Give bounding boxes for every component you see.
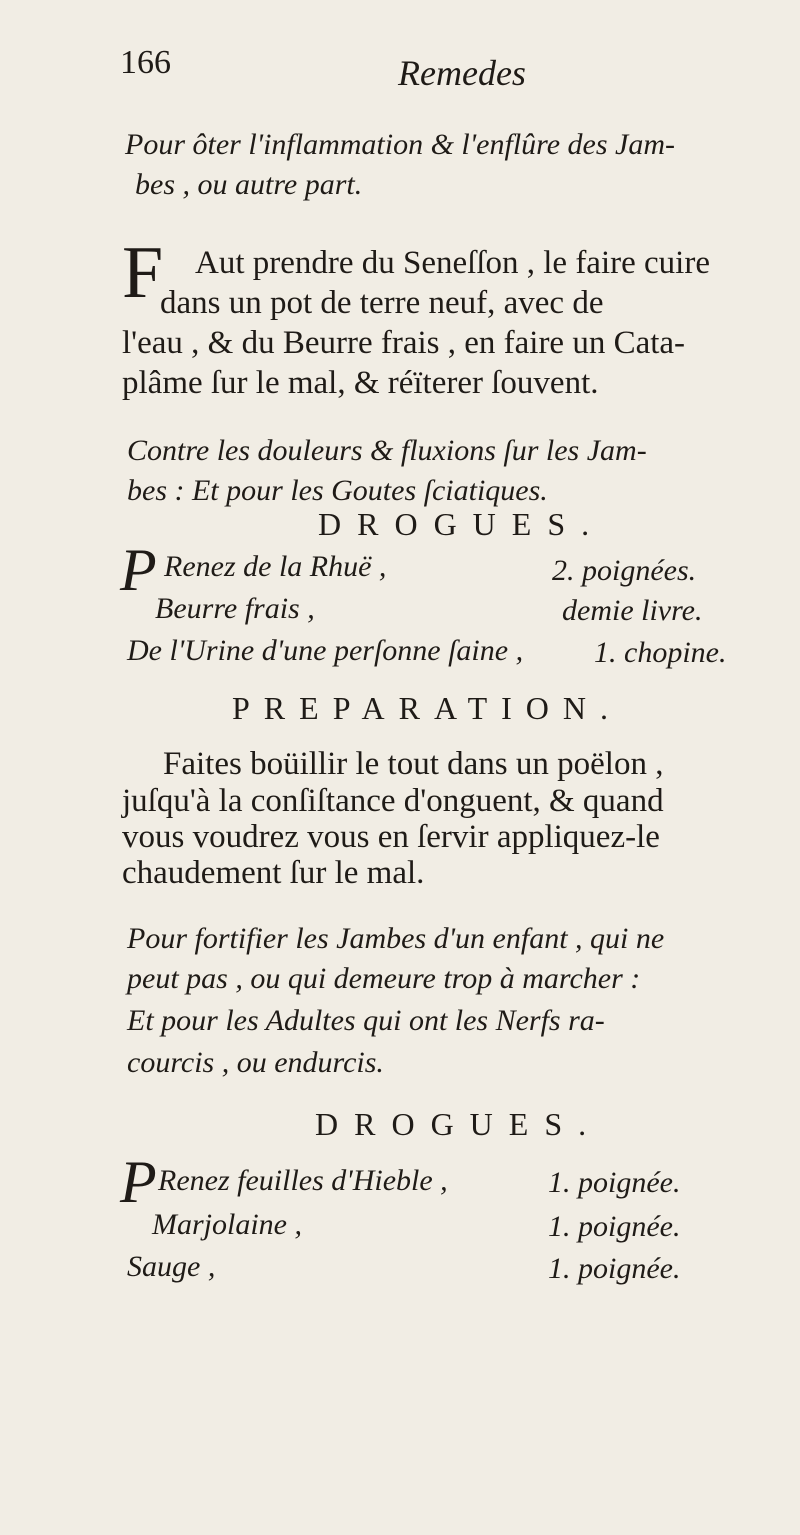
preparation-line1: Faites boüillir le tout dans un poëlon , <box>163 746 664 782</box>
section2-title-line2: bes : Et pour les Goutes ſciatiques. <box>127 474 548 507</box>
section3-title-line2: peut pas , ou qui demeure trop à marcher : <box>127 962 641 995</box>
section3-ingredient2-name: Marjolaine , <box>152 1208 302 1241</box>
section3-drogues-heading: DROGUES. <box>315 1106 603 1142</box>
section3-title-line1: Pour fortifier les Jambes d'un enfant , qui ne <box>127 922 665 955</box>
section2-ingredient1-qty: 2. poignées. <box>552 554 697 587</box>
section3-ingredient1-name: Renez feuilles d'Hieble , <box>158 1164 448 1197</box>
section1-body-line4: plâme ſur le mal, & réïterer ſouvent. <box>122 365 599 401</box>
section1-body-line1: Aut prendre du Seneſſon , le faire cuire <box>195 245 710 281</box>
section2-ingredient1-name: Renez de la Rhuë , <box>164 550 387 583</box>
preparation-line3: vous voudrez vous en ſervir appliquez-le <box>122 819 660 855</box>
section2-dropcap: P <box>120 537 157 603</box>
section3-title-line3: Et pour les Adultes qui ont les Nerfs ra- <box>127 1004 605 1037</box>
preparation-line2: juſqu'à la conſiſtance d'onguent, & quand <box>122 783 664 819</box>
section2-ingredient2-qty: demie livre. <box>562 594 703 627</box>
preparation-line4: chaudement ſur le mal. <box>122 855 425 891</box>
section1-title-line2: bes , ou autre part. <box>135 168 363 201</box>
section1-body-line2: dans un pot de terre neuf, avec de <box>160 285 604 321</box>
section1-title-line1: Pour ôter l'inflammation & l'enflûre des Jam- <box>125 128 675 161</box>
section2-ingredient3-qty: 1. chopine. <box>594 636 727 669</box>
section2-ingredient2-name: Beurre frais , <box>155 592 315 625</box>
section3-ingredient2-qty: 1. poignée. <box>548 1210 681 1243</box>
section2-ingredient3-name: De l'Urine d'une perſonne ſaine , <box>127 634 524 667</box>
section3-title-line4: courcis , ou endurcis. <box>127 1046 384 1079</box>
section2-title-line1: Contre les douleurs & fluxions ſur les Jam- <box>127 434 647 467</box>
section2-drogues-heading: DROGUES. <box>318 506 606 542</box>
section1-body-line3: l'eau , & du Beurre frais , en faire un Cata- <box>122 325 686 361</box>
page-number: 166 <box>120 44 171 81</box>
section3-ingredient1-qty: 1. poignée. <box>548 1166 681 1199</box>
section3-ingredient3-name: Sauge , <box>127 1250 216 1283</box>
section1-dropcap: F <box>122 232 164 314</box>
preparation-heading: PREPARATION. <box>232 690 622 726</box>
running-title: Remedes <box>398 53 526 93</box>
section3-ingredient3-qty: 1. poignée. <box>548 1252 681 1285</box>
section3-dropcap: P <box>120 1149 157 1215</box>
